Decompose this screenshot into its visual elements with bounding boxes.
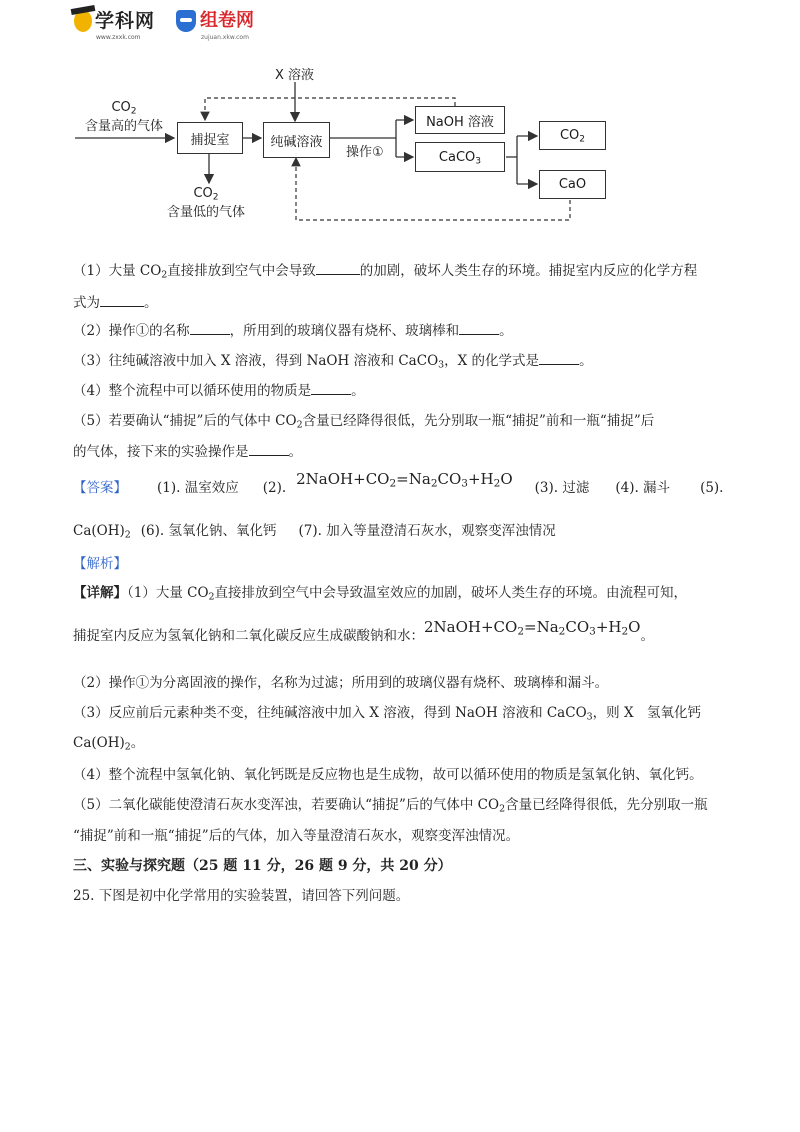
- caco3-box: [415, 142, 505, 172]
- detail-equation: $2NaOH+CO_2=Na_2CO_3+H_2O$: [424, 618, 641, 638]
- question-1-line2: 式为 。: [73, 295, 158, 311]
- question-5-line1: （5）若要确认“捕捉”后的气体中 $CO_2$含量已经降得很低，先分别取一瓶“捕捉”前和一瓶“捕捉”后: [73, 413, 655, 431]
- answer-tag: 【答案】: [73, 480, 127, 496]
- answer-blank: [459, 322, 499, 335]
- question-3: （3）往纯碱溶液中加入 X 溶液，得到 NaOH 溶液和 CaCO$_3$，X 的化学式是 。: [73, 353, 593, 371]
- detail-3-line2: $Ca(OH)_2$。: [73, 735, 145, 753]
- x-solution-label: X 溶液: [275, 68, 315, 83]
- question-2: （2）操作①的名称 ，所用到的玻璃仪器有烧杯、玻璃棒和 。: [73, 323, 513, 339]
- question-1-line1: （1）大量 $CO_2$直接排放到空气中会导致 的加剧，破坏人类生存的环境。捕捉室内反应的化学方程: [73, 263, 698, 281]
- cao-box: [539, 170, 606, 199]
- capture-room-box: [177, 122, 243, 154]
- answer-line2: $Ca(OH)_2$ (6). 氢氧化钠、氧化钙 (7). 加入等量澄清石灰水，观察变浑浊情况: [73, 523, 556, 541]
- co2-label: $CO_2$: [559, 128, 586, 145]
- caco3-label: CaCO$_3$: [438, 149, 482, 166]
- question-5-line2: 的气体，接下来的实验操作是 。: [73, 444, 302, 460]
- answer-blank: [539, 352, 579, 365]
- answer-line1: 【答案】 (1). 温室效应 (2). $2NaOH+CO_2=Na_2CO_3+H_2O$ (3). 过滤 (4). 漏斗 (5).: [73, 470, 724, 496]
- cao-label: CaO: [558, 177, 587, 192]
- detail-5-line1: （5）二氧化碳能使澄清石灰水变浑浊，若要确认“捕捉”后的气体中 $CO_2$含量已经降得很低，先分别取一瓶: [73, 797, 708, 815]
- capture-room-label: 捕捉室: [190, 132, 230, 148]
- operation-label: 操作①: [346, 145, 384, 160]
- naoh-box: [415, 106, 505, 134]
- output-gas-label: $CO_2$ 含量低的气体: [166, 186, 245, 220]
- question-4: （4）整个流程中可以循环使用的物质是 。: [73, 383, 365, 399]
- logo2-sub: zujuan.xkw.com: [201, 34, 249, 41]
- detail-tag: 【详解】: [73, 585, 127, 601]
- detail-4: （4）整个流程中氢氧化钠、氧化钙既是反应物也是生成物，故可以循环使用的物质是氢氧化钠、氧化钙。: [73, 767, 703, 783]
- detail-2: （2）操作①为分离固液的操作，名称为过滤；所用到的玻璃仪器有烧杯、玻璃棒和漏斗。: [73, 675, 609, 691]
- naoh-label: NaOH 溶液: [426, 114, 494, 130]
- detail-1-line1: 【详解】（1）大量 $CO_2$直接排放到空气中会导致温室效应的加剧，破坏人类生存的环境。由流程可知，: [73, 585, 688, 603]
- soda-solution-box: [263, 122, 330, 158]
- detail-5-line2: “捕捉”前和一瓶“捕捉”后的气体，加入等量澄清石灰水，观察变浑浊情况。: [73, 828, 520, 844]
- logo1-sub: www.zxxk.com: [96, 34, 141, 41]
- answer-equation: $2NaOH+CO_2=Na_2CO_3+H_2O$: [296, 470, 513, 490]
- section-title: 三、实验与探究题（25 题 11 分，26 题 9 分，共 20 分）: [73, 858, 452, 874]
- answer-blank: [190, 322, 230, 335]
- logo2-title: 组卷网: [200, 10, 254, 31]
- detail-1-line2: 捕捉室内反应为氢氧化钠和二氧化碳反应生成碳酸钠和水：$2NaOH+CO_2=Na_2CO_3+H_2O$。: [73, 618, 654, 644]
- flow-diagram: [0, 0, 800, 240]
- soda-solution-label: 纯碱溶液: [270, 134, 323, 150]
- input-gas-label: $CO_2$ 含量高的气体: [84, 100, 163, 134]
- answer-blank: [311, 382, 351, 395]
- answer-blank: [249, 443, 289, 456]
- analysis-tag: 【解析】: [73, 556, 127, 572]
- detail-3-line1: （3）反应前后元素种类不变，往纯碱溶液中加入 X 溶液，得到 NaOH 溶液和 CaCO$_3$，则 X 氢氧化钙: [73, 705, 702, 723]
- question-25: 25. 下图是初中化学常用的实验装置，请回答下列问题。: [73, 888, 410, 904]
- answer-blank: [316, 262, 360, 275]
- logo1-title: 学科网: [95, 10, 156, 32]
- co2-box: [539, 121, 606, 150]
- answer-blank: [100, 294, 144, 307]
